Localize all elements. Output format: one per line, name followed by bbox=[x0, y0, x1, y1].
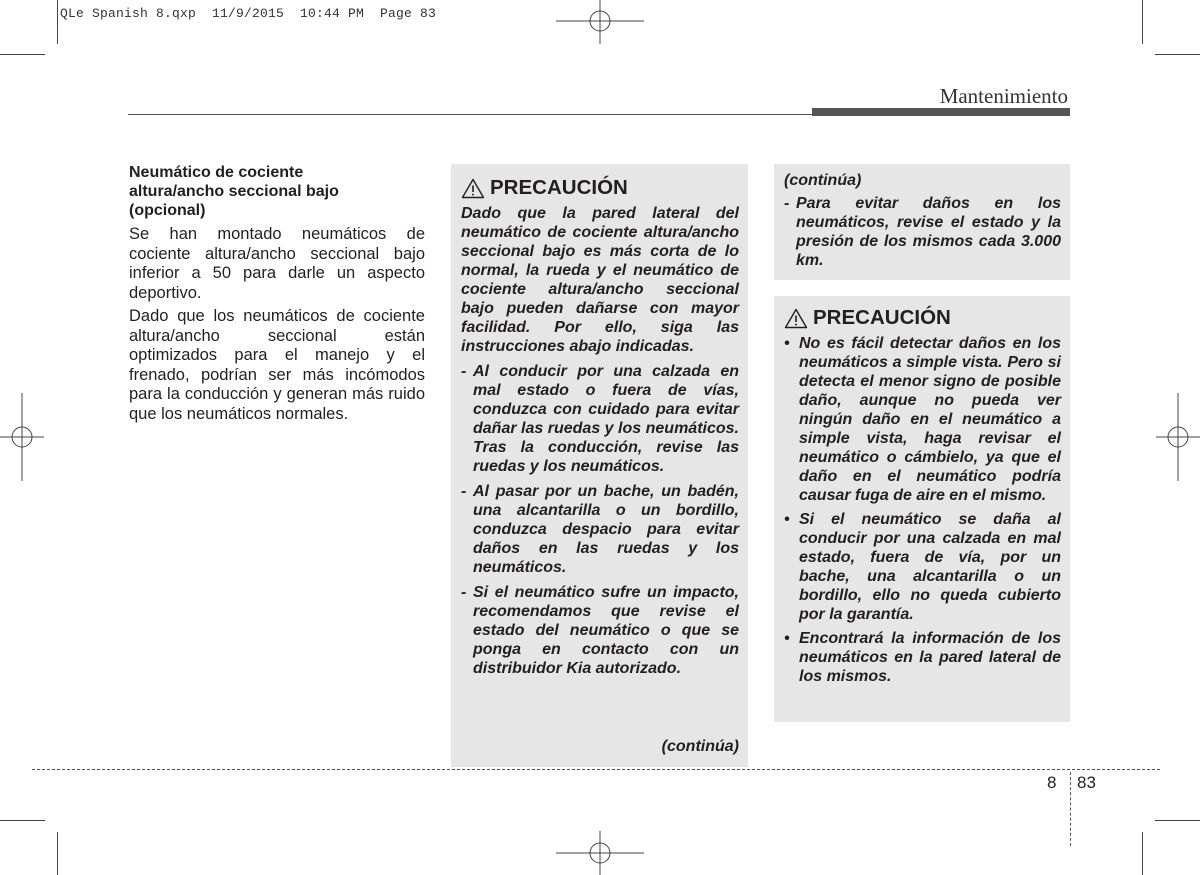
bullet-item-text: Encontrará la información de los neumáticos en la pared lateral de los mismos. bbox=[799, 630, 1061, 685]
caution-bullet-item bbox=[784, 334, 1061, 505]
heading-line: Neumático de cociente bbox=[129, 164, 304, 181]
footer-dashed-rule bbox=[32, 769, 1160, 770]
page-number: 83 bbox=[1077, 773, 1096, 792]
registration-mark-left bbox=[0, 393, 44, 481]
chapter-number: 8 bbox=[1047, 773, 1057, 792]
body-paragraph: Dado que los neumáticos de cociente altura/ancho seccional están optimizados para el manejo y el frenado, podrían ser más incómodos para la conducción y generan más ruido que los neumáticos normales. bbox=[129, 307, 425, 423]
dash-item-text: Para evitar daños en los neumáticos, revise el estado y la presión de los mismos cada 3.000 km. bbox=[796, 195, 1061, 269]
dash-marker: - bbox=[461, 584, 467, 601]
caution-bullet-item bbox=[784, 510, 1061, 624]
bullet-marker: • bbox=[784, 630, 790, 647]
caution-title: PRECAUCIÓN bbox=[813, 306, 951, 329]
header-rule-thick bbox=[812, 108, 1070, 116]
heading-line: (opcional) bbox=[129, 202, 206, 219]
print-slug-header: QLe Spanish 8.qxp 11/9/2015 10:44 PM Page 83 bbox=[60, 6, 437, 21]
caution-dash-item bbox=[461, 482, 739, 577]
caution-dash-item bbox=[784, 194, 1061, 270]
dash-marker: - bbox=[784, 195, 790, 212]
dash-marker: - bbox=[461, 363, 467, 380]
caution-intro: Dado que la pared lateral del neumático de cociente altura/ancho seccional bajo es más corta de lo normal, la rueda y el neumático de cociente altura/ancho seccional bajo pueden dañarse con mayor facilidad. Por ello, siga las instrucciones abajo indicadas. bbox=[461, 205, 739, 355]
caution-box-continued bbox=[774, 164, 1070, 280]
continued-header: (continúa) bbox=[784, 172, 862, 189]
caution-bullet-item bbox=[784, 629, 1061, 686]
bullet-item-text: No es fácil detectar daños en los neumáticos a simple vista. Pero si detecta el menor signo de posible daño, aunque no pueda ver ningún daño en el neumático a simple vista, haga revisar el neumático o cámbielo, ya que el daño en el neumático podría causar fuga de aire en el mismo. bbox=[799, 335, 1061, 504]
body-paragraph: Se han montado neumáticos de cociente altura/ancho seccional bajo inferior a 50 para darle un aspecto deportivo. bbox=[129, 225, 425, 302]
caution-heading bbox=[784, 306, 1061, 330]
tire-section-heading bbox=[129, 163, 425, 220]
caution-box-low-profile bbox=[451, 164, 748, 767]
caution-dash-item bbox=[461, 583, 739, 678]
dash-item-text: Si el neumático sufre un impacto, recomendamos que revise el estado del neumático o que se ponga en contacto con un distribuidor Kia autorizado. bbox=[473, 584, 739, 677]
warning-triangle-icon bbox=[461, 178, 485, 199]
registration-mark-bottom bbox=[556, 831, 644, 875]
bullet-marker: • bbox=[784, 335, 790, 352]
continues-label: (continúa) bbox=[661, 738, 739, 755]
caution-title: PRECAUCIÓN bbox=[490, 176, 628, 199]
caution-dash-item bbox=[461, 362, 739, 476]
heading-line: altura/ancho seccional bajo bbox=[129, 183, 339, 200]
header-rule-thin bbox=[128, 114, 812, 115]
caution-box-damage bbox=[774, 296, 1070, 722]
warning-triangle-icon bbox=[784, 308, 808, 329]
registration-mark-top bbox=[556, 0, 644, 44]
dash-marker: - bbox=[461, 483, 467, 500]
footer-vertical-dashed-rule bbox=[1070, 772, 1071, 846]
registration-mark-right bbox=[1156, 393, 1200, 481]
bullet-marker: • bbox=[784, 511, 790, 528]
dash-item-text: Al conducir por una calzada en mal estado o fuera de vías, conduzca con cuidado para evitar dañar las ruedas y los neumáticos. Tras la conducción, revise las ruedas y los neumáticos. bbox=[473, 363, 739, 475]
section-title: Mantenimiento bbox=[939, 84, 1068, 108]
bullet-item-text: Si el neumático se daña al conducir por una calzada en mal estado, fuera de vía, por un bache, una alcantarilla o un bordillo, ello no queda cubierto por la garantía. bbox=[799, 511, 1061, 623]
dash-item-text: Al pasar por un bache, un badén, una alcantarilla o un bordillo, conduzca despacio para evitar daños en las ruedas y los neumáticos. bbox=[473, 483, 739, 576]
caution-heading bbox=[461, 176, 739, 200]
tire-info-column bbox=[129, 163, 425, 428]
